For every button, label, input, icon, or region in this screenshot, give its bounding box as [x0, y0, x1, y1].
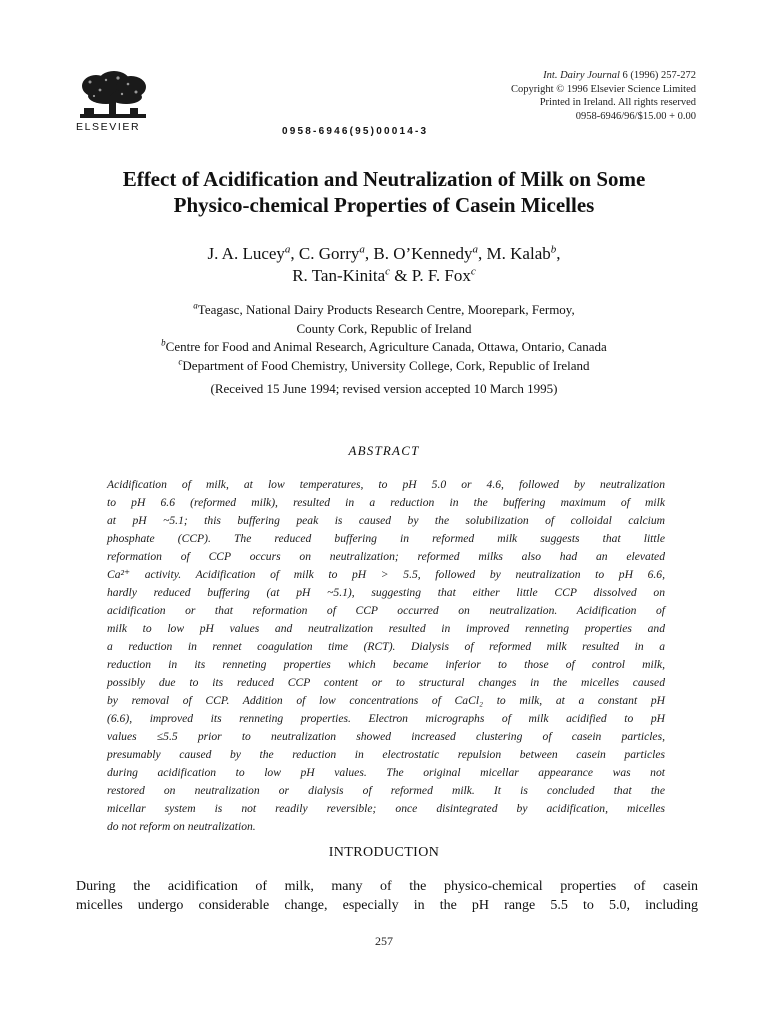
abstract-line: acidification or that reformation of CCP occurred on neutralization. Acidification of	[107, 604, 665, 617]
separator: ,	[478, 244, 483, 263]
introduction-body	[76, 877, 698, 915]
author-name: M. Kalab	[486, 244, 551, 263]
affil-mark: a	[472, 243, 479, 256]
introduction-line: micelles undergo considerable change, especially in the pH range 5.5 to 5.0, including	[76, 898, 698, 913]
author-name: C. Gorry	[298, 244, 360, 263]
abstract-line: do not reform on neutralization.	[107, 820, 256, 833]
author-name: B. O’Kennedy	[373, 244, 473, 263]
abstract-line: milk to low pH values and neutralization resulted in improved renneting properties and	[107, 622, 665, 635]
abstract-line: presumably caused by the reduction in electrostatic repulsion between casein particles	[107, 748, 665, 761]
journal-info	[511, 69, 696, 123]
title-line-2: Physico-chemical Properties of Casein Micelles	[173, 193, 595, 217]
affiliations	[60, 301, 708, 375]
paper-title	[60, 166, 708, 218]
author-name: R. Tan-Kinita	[292, 266, 386, 285]
separator: ,	[290, 244, 295, 263]
copyright-line: Copyright © 1996 Elsevier Science Limited	[511, 83, 696, 95]
journal-name: Int. Dairy Journal	[543, 70, 620, 81]
affil-mark: a	[193, 300, 198, 311]
affiliation-a-line-2: County Cork, Republic of Ireland	[296, 320, 472, 336]
author-line-1	[60, 243, 708, 265]
abstract-body	[107, 476, 665, 836]
author-line-2	[60, 265, 708, 287]
abstract-line: reformation of CCP occurs on neutralization; reformed milks also had an elevated	[107, 550, 665, 563]
page-number: 257	[375, 934, 393, 948]
journal-citation	[511, 69, 696, 83]
abstract-line: a reduction in rennet coagulation time (RCT). Dialysis of reformed milk resulted in a	[107, 640, 665, 653]
affiliation-a	[60, 301, 708, 320]
author-name: P. F. Fox	[411, 266, 471, 285]
affiliation-a-line-1: Teagasc, National Dairy Products Research Centre, Moorepark, Fermoy,	[197, 302, 575, 317]
publisher-name: ELSEVIER	[76, 121, 141, 133]
journal-ref: 6 (1996) 257-272	[622, 70, 696, 81]
affil-mark: a	[284, 243, 291, 256]
introduction-heading: INTRODUCTION	[328, 845, 440, 860]
abstract-heading: ABSTRACT	[348, 443, 420, 458]
abstract-line: to pH 6.6 (reformed milk), resulted in a reduction in the buffering maximum of milk	[107, 496, 665, 509]
affiliation-b	[60, 338, 708, 357]
abstract-line: (6.6), improved its renneting properties. Electron micrographs of milk acidified to pH	[107, 712, 665, 725]
affil-mark: b	[161, 337, 166, 348]
affil-mark: c	[385, 265, 391, 278]
elsevier-tree-logo	[76, 70, 150, 120]
abstract-line: restored on neutralization or dialysis of reformed milk. It is concluded that the	[107, 784, 665, 797]
abstract-line: by removal of CCP. Addition of low concentrations of CaCl₂ to milk, at a constant pH	[107, 694, 665, 707]
affil-mark: b	[550, 243, 557, 256]
abstract-line: during acidification to low pH values. The original micellar appearance was not	[107, 766, 665, 779]
abstract-line: Acidification of milk, at low temperatures, to pH 5.0 or 4.6, followed by neutralization	[107, 478, 665, 491]
author-list	[60, 243, 708, 287]
price-code: 0958-6946/96/$15.00 + 0.00	[575, 110, 696, 122]
abstract-line: micellar system is not readily reversible; once disintegrated by acidification, micelles	[107, 802, 665, 815]
affiliation-c-line: Department of Food Chemistry, University College, Cork, Republic of Ireland	[182, 357, 590, 373]
abstract-line: reduction in its renneting properties which became inferior to those of control milk,	[107, 658, 665, 671]
abstract-line: values ≤5.5 prior to neutralization showed increased clustering of casein particles,	[107, 730, 665, 743]
affil-mark: c	[470, 265, 476, 278]
title-line-1: Effect of Acidification and Neutralization of Milk on Some	[122, 167, 646, 191]
printed-line: Printed in Ireland. All rights reserved	[539, 97, 696, 109]
separator: ,	[364, 244, 370, 263]
received-dates: (Received 15 June 1994; revised version accepted 10 March 1995)	[210, 381, 558, 396]
affil-mark: a	[359, 243, 365, 256]
affiliation-b-line: Centre for Food and Animal Research, Agriculture Canada, Ottawa, Ontario, Canada	[165, 339, 607, 354]
abstract-line: phosphate (CCP). The reduced buffering in reformed milk suggests that little	[107, 532, 665, 545]
separator: &	[390, 266, 412, 285]
affil-mark: c	[178, 356, 183, 367]
abstract-line: possibly due to its reduced CCP content or to structural changes in the micelles caused	[107, 676, 665, 689]
abstract-line: hardly reduced buffering (at pH ~5.1), suggesting that either little CCP dissolved on	[107, 586, 665, 599]
separator: ,	[556, 244, 561, 263]
introduction-line: During the acidification of milk, many of the physico-chemical properties of casein	[76, 879, 698, 894]
author-name: J. A. Lucey	[207, 244, 285, 263]
issn-code: 0958-6946(95)00014-3	[282, 126, 429, 137]
abstract-line: at pH ~5.1; this buffering peak is caused by the solubilization of colloidal calcium	[107, 514, 665, 527]
affiliation-c	[60, 357, 708, 376]
abstract-line: Ca²⁺ activity. Acidification of milk to pH > 5.5, followed by neutralization to pH 6.6,	[107, 568, 665, 581]
